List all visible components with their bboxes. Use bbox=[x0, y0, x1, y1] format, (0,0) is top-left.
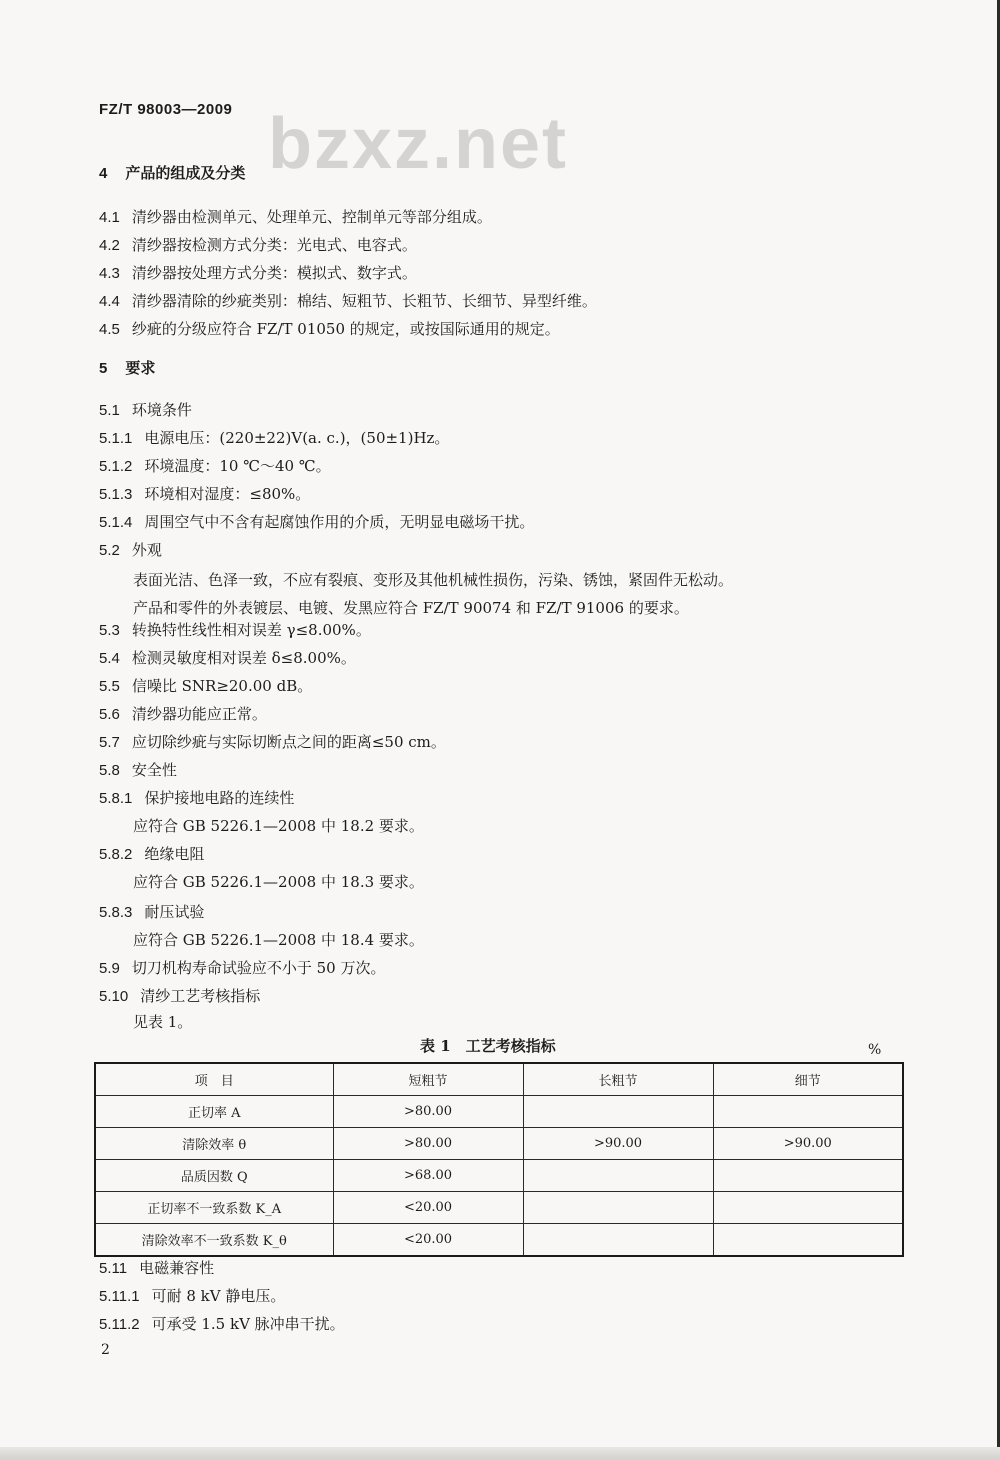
section-number: 4.1 bbox=[99, 209, 120, 226]
section-text: 应符合 GB 5226.1—2008 中 18.2 要求。 bbox=[133, 817, 424, 835]
section-line bbox=[99, 676, 312, 697]
section-line bbox=[99, 958, 385, 979]
section-line bbox=[133, 1012, 192, 1032]
value-cell bbox=[713, 1096, 903, 1128]
section-number: 5.10 bbox=[99, 988, 129, 1005]
section-line bbox=[99, 163, 245, 184]
value-cell: <20.00 bbox=[333, 1224, 523, 1257]
section-line bbox=[99, 456, 331, 477]
section-number: 5.8 bbox=[99, 762, 120, 779]
section-text: 清纱器功能应正常。 bbox=[131, 705, 267, 723]
section-line bbox=[99, 788, 294, 809]
process-index-table bbox=[94, 1062, 904, 1257]
section-line bbox=[99, 540, 162, 561]
section-text: 环境相对湿度：≤80%。 bbox=[144, 485, 311, 503]
table-caption: 表 1 工艺考核指标 bbox=[420, 1037, 556, 1055]
value-cell bbox=[523, 1192, 713, 1224]
section-line bbox=[99, 732, 446, 753]
section-number: 5.11 bbox=[99, 1260, 128, 1277]
section-number: 5.6 bbox=[99, 706, 120, 723]
section-text: 清纱器按处理方式分类：模拟式、数字式。 bbox=[131, 264, 417, 282]
section-text: 安全性 bbox=[131, 761, 177, 779]
section-text: 表面光洁、色泽一致，不应有裂痕、变形及其他机械性损伤，污染、锈蚀，紧固件无松动。 bbox=[133, 571, 734, 589]
value-cell: >90.00 bbox=[523, 1128, 713, 1160]
section-number: 4 bbox=[99, 165, 108, 182]
section-line bbox=[99, 263, 417, 284]
section-text: 清纱工艺考核指标 bbox=[140, 987, 261, 1005]
section-text: 可承受 1.5 kV 脉冲串干扰。 bbox=[151, 1315, 345, 1333]
table-row bbox=[95, 1192, 903, 1224]
section-number: 5.2 bbox=[99, 542, 120, 559]
table-row bbox=[95, 1160, 903, 1192]
section-text: 清纱器按检测方式分类：光电式、电容式。 bbox=[131, 236, 417, 254]
section-text: 转换特性线性相对误差 γ≤8.00%。 bbox=[131, 621, 371, 639]
section-number: 5.1.3 bbox=[99, 486, 133, 503]
section-line bbox=[99, 844, 204, 865]
row-label-cell: 正切率 A bbox=[95, 1096, 333, 1128]
header-item: 项 目 bbox=[95, 1063, 333, 1096]
section-text: 清纱器由检测单元、处理单元、控制单元等部分组成。 bbox=[131, 208, 492, 226]
table-row bbox=[95, 1224, 903, 1257]
section-number: 5.9 bbox=[99, 960, 120, 977]
value-cell bbox=[523, 1096, 713, 1128]
value-cell bbox=[713, 1224, 903, 1257]
section-line bbox=[99, 1258, 214, 1279]
section-line bbox=[99, 1286, 285, 1307]
row-label-cell: 清除效率 θ bbox=[95, 1128, 333, 1160]
section-text: 切刀机构寿命试验应不小于 50 万次。 bbox=[131, 959, 386, 977]
section-number: 5.1.1 bbox=[99, 430, 133, 447]
section-number: 5.5 bbox=[99, 678, 120, 695]
value-cell bbox=[713, 1160, 903, 1192]
section-number: 5.11.1 bbox=[99, 1288, 140, 1305]
section-text: 外观 bbox=[131, 541, 162, 559]
section-text: 应切除纱疵与实际切断点之间的距离≤50 cm。 bbox=[131, 733, 446, 751]
section-number: 5.4 bbox=[99, 650, 120, 667]
section-text: 耐压试验 bbox=[144, 903, 205, 921]
section-text: 可耐 8 kV 静电压。 bbox=[151, 1287, 286, 1305]
section-line bbox=[99, 319, 560, 340]
section-number: 5.1.2 bbox=[99, 458, 133, 475]
table-header-row bbox=[95, 1063, 903, 1096]
section-text: 产品和零件的外表镀层、电镀、发黑应符合 FZ/T 90074 和 FZ/T 91006 的要求。 bbox=[133, 599, 689, 617]
section-text: 应符合 GB 5226.1—2008 中 18.3 要求。 bbox=[133, 873, 424, 891]
watermark-text: bzxz.net bbox=[268, 104, 569, 184]
section-line bbox=[99, 400, 192, 421]
row-label-cell: 正切率不一致系数 K_A bbox=[95, 1192, 333, 1224]
section-number: 5.1 bbox=[99, 402, 120, 419]
doc-code-header: FZ/T 98003—2009 bbox=[99, 101, 233, 118]
section-line bbox=[99, 235, 417, 256]
value-cell bbox=[713, 1192, 903, 1224]
value-cell: >80.00 bbox=[333, 1128, 523, 1160]
section-text: 周围空气中不含有起腐蚀作用的介质，无明显电磁场干扰。 bbox=[144, 513, 535, 531]
section-line bbox=[99, 986, 260, 1007]
section-number: 5.1.4 bbox=[99, 514, 133, 531]
section-text: 电磁兼容性 bbox=[139, 1259, 215, 1277]
section-number: 5.8.1 bbox=[99, 790, 133, 807]
table-unit: % bbox=[868, 1042, 882, 1058]
section-number: 5.3 bbox=[99, 622, 120, 639]
section-number: 4.4 bbox=[99, 293, 120, 310]
section-line bbox=[133, 930, 424, 950]
section-line bbox=[133, 570, 733, 590]
section-number: 5.11.2 bbox=[99, 1316, 140, 1333]
section-line bbox=[99, 358, 155, 379]
value-cell: >80.00 bbox=[333, 1096, 523, 1128]
section-line bbox=[99, 291, 597, 312]
header-long-thick: 长粗节 bbox=[523, 1063, 713, 1096]
section-line bbox=[99, 207, 492, 228]
section-line bbox=[99, 902, 204, 923]
section-text: 纱疵的分级应符合 FZ/T 01050 的规定，或按国际通用的规定。 bbox=[131, 320, 560, 338]
section-text: 应符合 GB 5226.1—2008 中 18.4 要求。 bbox=[133, 931, 424, 949]
section-text: 产品的组成及分类 bbox=[125, 164, 246, 182]
page-number: 2 bbox=[101, 1342, 110, 1358]
value-cell: >68.00 bbox=[333, 1160, 523, 1192]
section-text: 信噪比 SNR≥20.00 dB。 bbox=[131, 677, 313, 695]
section-line bbox=[99, 428, 449, 449]
value-cell: <20.00 bbox=[333, 1192, 523, 1224]
value-cell bbox=[523, 1224, 713, 1257]
table-row bbox=[95, 1096, 903, 1128]
value-cell: >90.00 bbox=[713, 1128, 903, 1160]
section-line bbox=[99, 512, 534, 533]
section-line bbox=[99, 620, 371, 641]
section-number: 5 bbox=[99, 360, 108, 377]
section-number: 5.8.2 bbox=[99, 846, 133, 863]
value-cell bbox=[523, 1160, 713, 1192]
section-text: 绝缘电阻 bbox=[144, 845, 205, 863]
bottom-edge bbox=[0, 1447, 1000, 1459]
section-number: 4.2 bbox=[99, 237, 120, 254]
row-label-cell: 品质因数 Q bbox=[95, 1160, 333, 1192]
table-row bbox=[95, 1128, 903, 1160]
section-text: 见表 1。 bbox=[133, 1013, 193, 1031]
section-text: 电源电压：(220±22)V(a. c.)，(50±1)Hz。 bbox=[144, 429, 450, 447]
section-line bbox=[99, 484, 310, 505]
section-text: 保护接地电路的连续性 bbox=[144, 789, 295, 807]
section-number: 4.3 bbox=[99, 265, 120, 282]
section-line bbox=[99, 1314, 345, 1335]
section-text: 环境条件 bbox=[131, 401, 192, 419]
header-thin: 细节 bbox=[713, 1063, 903, 1096]
section-line bbox=[99, 704, 267, 725]
section-line bbox=[133, 872, 424, 892]
header-short-thick: 短粗节 bbox=[333, 1063, 523, 1096]
section-number: 4.5 bbox=[99, 321, 120, 338]
section-text: 环境温度：10 ℃～40 ℃。 bbox=[144, 457, 331, 475]
row-label-cell: 清除效率不一致系数 K_θ bbox=[95, 1224, 333, 1257]
section-number: 5.7 bbox=[99, 734, 120, 751]
section-text: 清纱器清除的纱疵类别：棉结、短粗节、长粗节、长细节、异型纤维。 bbox=[131, 292, 597, 310]
section-line bbox=[99, 760, 177, 781]
section-line bbox=[133, 598, 689, 618]
section-text: 要求 bbox=[125, 359, 156, 377]
section-text: 检测灵敏度相对误差 δ≤8.00%。 bbox=[131, 649, 356, 667]
section-line bbox=[133, 816, 424, 836]
section-line bbox=[99, 648, 356, 669]
section-number: 5.8.3 bbox=[99, 904, 133, 921]
